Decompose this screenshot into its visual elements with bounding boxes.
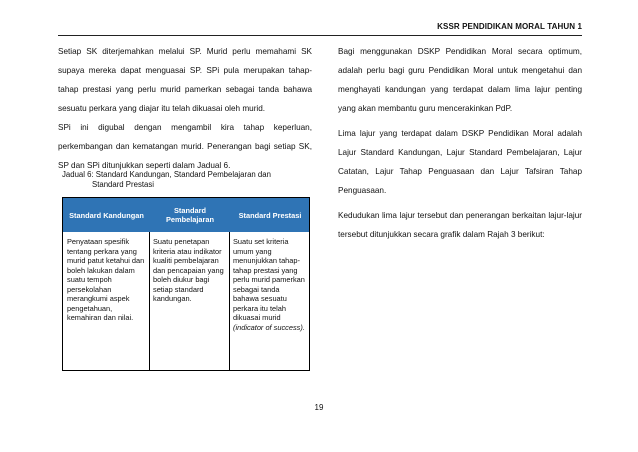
cell-standard-prestasi <box>233 237 307 332</box>
header-standard-pembelajaran: Standard Pembelajaran <box>165 206 215 224</box>
left-column <box>58 42 312 181</box>
cell-standard-kandungan: Penyataan spesifik tentang perkara yang murid patut ketahui dan boleh lakukan dalam suatu tempoh persekolahan merangkumi aspek pengetahuan, kemahiran dan nilai. <box>67 237 145 322</box>
caption-line-2: Standard Prestasi <box>92 180 154 189</box>
cell-standard-prestasi-text: Suatu set kriteria umum yang menunjukkan tahap-tahap prestasi yang perlu murid pamerkan sebagai tanda bahawa sesuatu perkara itu telah dikuasai murid <box>233 237 305 322</box>
cell-standard-prestasi-italic: (indicator of success). <box>233 322 305 332</box>
caption-line-1: Jadual 6: Standard Kandungan, Standard Pembelajaran dan <box>62 170 271 179</box>
table-caption <box>62 170 312 190</box>
header-standard-kandungan: Standard Kandungan <box>69 210 144 220</box>
header-standard-prestasi: Standard Prestasi <box>238 210 302 220</box>
right-paragraph-1: Bagi menggunakan DSKP Pendidikan Moral secara optimum, adalah perlu bagi guru Pendidikan Moral untuk mengetahui dan menghayati kandungan yang terdapat dalam lima lajur penting yang akan membantu guru mencerakinkan PdP. <box>338 47 582 113</box>
right-column <box>338 42 582 250</box>
right-paragraph-3: Kedudukan lima lajur tersebut dan penerangan berkaitan lajur-lajur tersebut ditunjukkan secara grafik dalam Rajah 3 berikut: <box>338 211 582 239</box>
left-paragraph-2: SPi ini digubal dengan mengambil kira tahap keperluan, perkembangan dan kematangan murid. Penerangan bagi setiap SK, SP dan SPi ditunjukkan seperti dalam Jadual 6. <box>58 123 312 170</box>
page-number: 19 <box>314 403 324 412</box>
column-divider <box>149 232 150 370</box>
cell-standard-pembelajaran: Suatu penetapan kriteria atau indikator kualiti pembelajaran dan pencapaian yang boleh diukur bagi setiap standard kandungan. <box>153 237 224 303</box>
column-divider <box>229 232 230 370</box>
header-rule <box>58 35 582 36</box>
standards-table <box>62 197 310 371</box>
right-paragraph-2: Lima lajur yang terdapat dalam DSKP Pendidikan Moral adalah Lajur Standard Kandungan, Lajur Standard Pembelajaran, Lajur Catatan, Lajur Tahap Penguasaan dan Lajur Tafsiran Tahap Penguasaan. <box>338 129 582 195</box>
left-paragraph-1: Setiap SK diterjemahkan melalui SP. Murid perlu memahami SK supaya mereka dapat menguasai SP. SPi pula merupakan tahap-tahap prestasi yang perlu murid pamerkan sebagai tanda bahawa sesuatu perkara yang diajar itu telah dikuasai oleh murid. <box>58 47 312 113</box>
header-title: KSSR PENDIDIKAN MORAL TAHUN 1 <box>437 22 582 31</box>
